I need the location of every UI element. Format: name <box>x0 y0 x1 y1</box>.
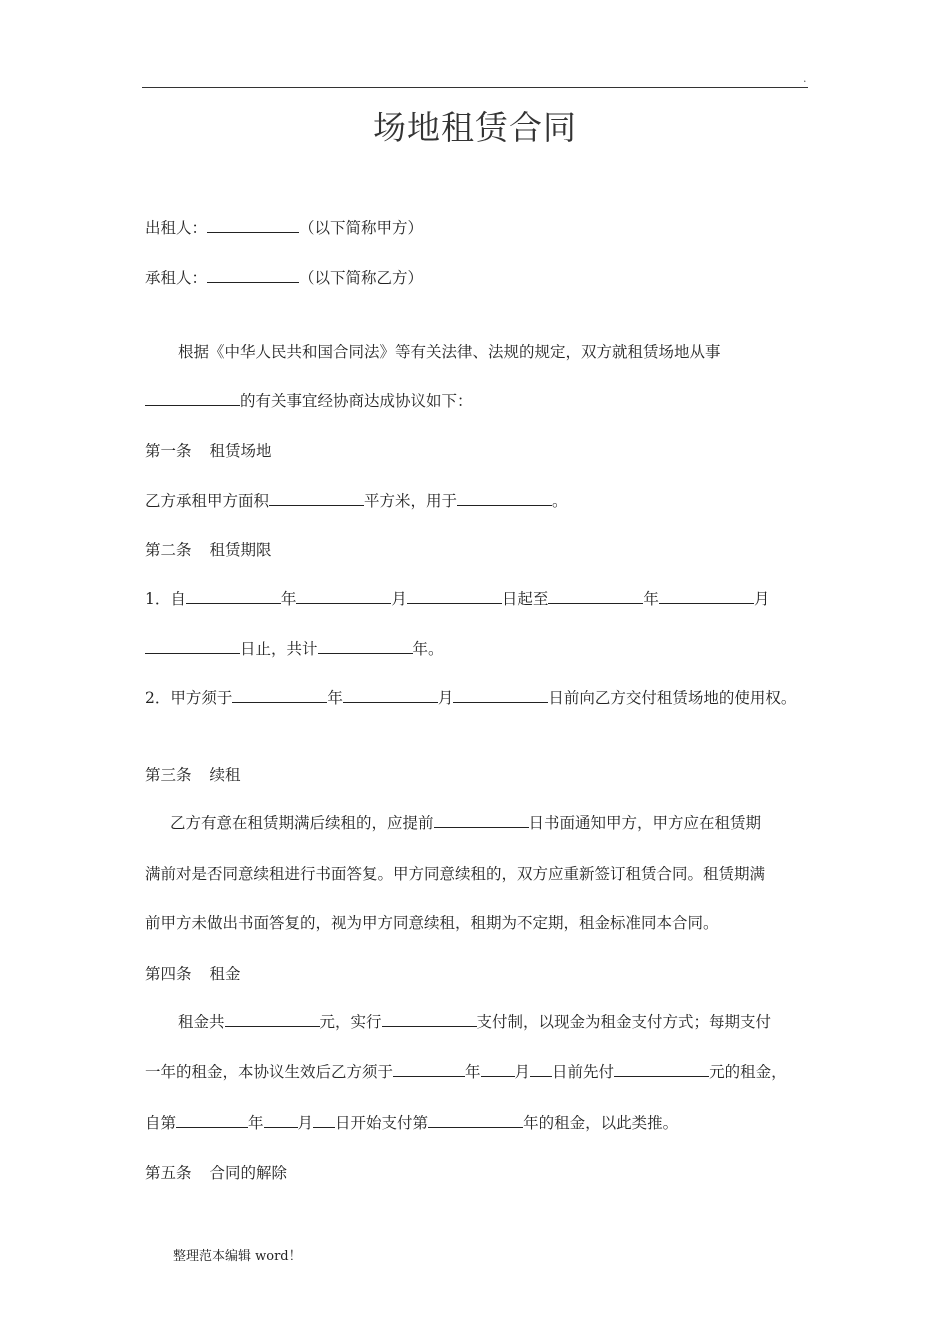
item2-month: 月 <box>437 689 454 707</box>
prepay-day-blank <box>530 1059 552 1077</box>
article4-l3e: 年的租金，以此类推。 <box>523 1114 679 1132</box>
item2-rest: 日前向乙方交付租赁场地的使用权。 <box>548 689 797 707</box>
lessor-suffix: （以下简称甲方） <box>299 219 424 237</box>
item1-year: 年 <box>280 590 297 608</box>
article1-text-3: 。 <box>552 492 568 510</box>
article1-number: 第一条 <box>145 442 192 460</box>
delivery-day-blank <box>453 685 548 703</box>
article4-title: 租金 <box>209 965 241 983</box>
end-day-blank <box>145 636 240 654</box>
article1-heading <box>145 437 272 465</box>
article4-l1c: 支付制，以现金为租金支付方式；每期支付 <box>476 1013 772 1031</box>
article1-title: 租赁场地 <box>209 442 272 460</box>
article4-l1a: 租金共 <box>178 1013 225 1031</box>
notice-days-blank <box>434 810 529 828</box>
rent-total-blank <box>225 1009 320 1027</box>
page-footer: 整理范本编辑 word！ <box>173 1249 302 1264</box>
pay-year-index-blank <box>428 1110 523 1128</box>
start-month-blank <box>296 586 391 604</box>
item2-year: 年 <box>327 689 343 707</box>
article3-heading <box>145 761 241 789</box>
prepay-year-blank <box>393 1059 465 1077</box>
article3-line-3: 前甲方未做出书面答复的，视为甲方同意续租，租期为不定期，租金标准同本合同。 <box>145 914 719 932</box>
item2-num: 2．甲方须于 <box>145 689 233 707</box>
delivery-year-blank <box>232 685 327 703</box>
document-title: 场地租赁合同 <box>373 108 577 147</box>
lessor-blank <box>207 215 299 233</box>
item1-month: 月 <box>391 590 407 608</box>
prepay-amount-blank <box>614 1059 709 1077</box>
article2-item1-line1 <box>145 585 769 613</box>
item1-num: 1．自 <box>145 590 186 608</box>
article4-l3b: 年 <box>248 1114 264 1132</box>
item1-end: 日止，共计 <box>240 640 318 658</box>
lessee-label: 承租人： <box>145 269 208 287</box>
total-years-blank <box>318 636 413 654</box>
start-pay-day-blank <box>313 1110 335 1128</box>
article3-line-1 <box>170 809 761 837</box>
article4-line-3 <box>145 1109 678 1137</box>
article4-l2b: 年 <box>465 1063 481 1081</box>
item1-end2: 年。 <box>412 640 444 658</box>
intro-line-2 <box>145 387 473 415</box>
article4-l2a: 一年的租金，本协议生效后乙方须于 <box>145 1063 394 1081</box>
header-rule <box>142 87 808 88</box>
lessor-label: 出租人： <box>145 219 208 237</box>
intro-line-1: 根据《中华人民共和国合同法》等有关法律、法规的规定，双方就租赁场地从事 <box>178 343 721 361</box>
start-day-blank <box>407 586 502 604</box>
article3-number: 第三条 <box>145 766 192 784</box>
article3-p1a: 乙方有意在租赁期满后续租的，应提前 <box>170 814 434 832</box>
intro-blank <box>145 388 240 406</box>
delivery-month-blank <box>343 685 438 703</box>
article2-number: 第二条 <box>145 541 192 559</box>
item1-year2: 年 <box>643 590 659 608</box>
article5-heading <box>145 1159 287 1187</box>
header-mark: . <box>803 72 807 85</box>
article2-heading <box>145 536 272 564</box>
area-blank <box>269 488 364 506</box>
end-year-blank <box>548 586 643 604</box>
lessee-blank <box>207 265 299 283</box>
item1-month2: 月 <box>753 590 770 608</box>
article2-item1-line2 <box>145 635 444 663</box>
article3-line-2: 满前对是否同意续租进行书面答复。甲方同意续租的，双方应重新签订租赁合同。租赁期满 <box>145 865 766 883</box>
intro-suffix: 的有关事宜经协商达成协议如下： <box>240 392 473 410</box>
article4-l3c: 月 <box>297 1114 314 1132</box>
article1-text-1: 乙方承租甲方面积 <box>145 492 270 510</box>
article3-p1b: 日书面通知甲方，甲方应在租赁期 <box>528 814 762 832</box>
article5-title: 合同的解除 <box>209 1164 288 1182</box>
prepay-month-blank <box>481 1059 515 1077</box>
start-pay-year-blank <box>176 1110 248 1128</box>
article1-text-2: 平方米，用于 <box>364 492 458 510</box>
article4-number: 第四条 <box>145 965 192 983</box>
item1-day-to: 日起至 <box>501 590 549 608</box>
lessor-line <box>145 214 423 242</box>
article4-heading <box>145 960 241 988</box>
lessee-suffix: （以下简称乙方） <box>299 269 424 287</box>
payment-cycle-blank <box>382 1009 477 1027</box>
lessee-line <box>145 264 423 292</box>
usage-blank <box>457 488 552 506</box>
article4-line-2 <box>145 1058 787 1086</box>
article4-line-1 <box>178 1008 771 1036</box>
article4-l1b: 元，实行 <box>319 1013 382 1031</box>
article4-l2e: 元的租金， <box>709 1063 787 1081</box>
article2-item2 <box>145 684 809 712</box>
start-pay-month-blank <box>264 1110 298 1128</box>
end-month-blank <box>659 586 754 604</box>
article2-title: 租赁期限 <box>209 541 272 559</box>
article4-l2c: 月 <box>514 1063 531 1081</box>
article3-title: 续租 <box>209 766 241 784</box>
article4-l3d: 日开始支付第 <box>335 1114 429 1132</box>
article4-l3a: 自第 <box>145 1114 177 1132</box>
article1-body <box>145 487 568 515</box>
article4-l2d: 日前先付 <box>552 1063 615 1081</box>
start-year-blank <box>186 586 281 604</box>
article5-number: 第五条 <box>145 1164 192 1182</box>
